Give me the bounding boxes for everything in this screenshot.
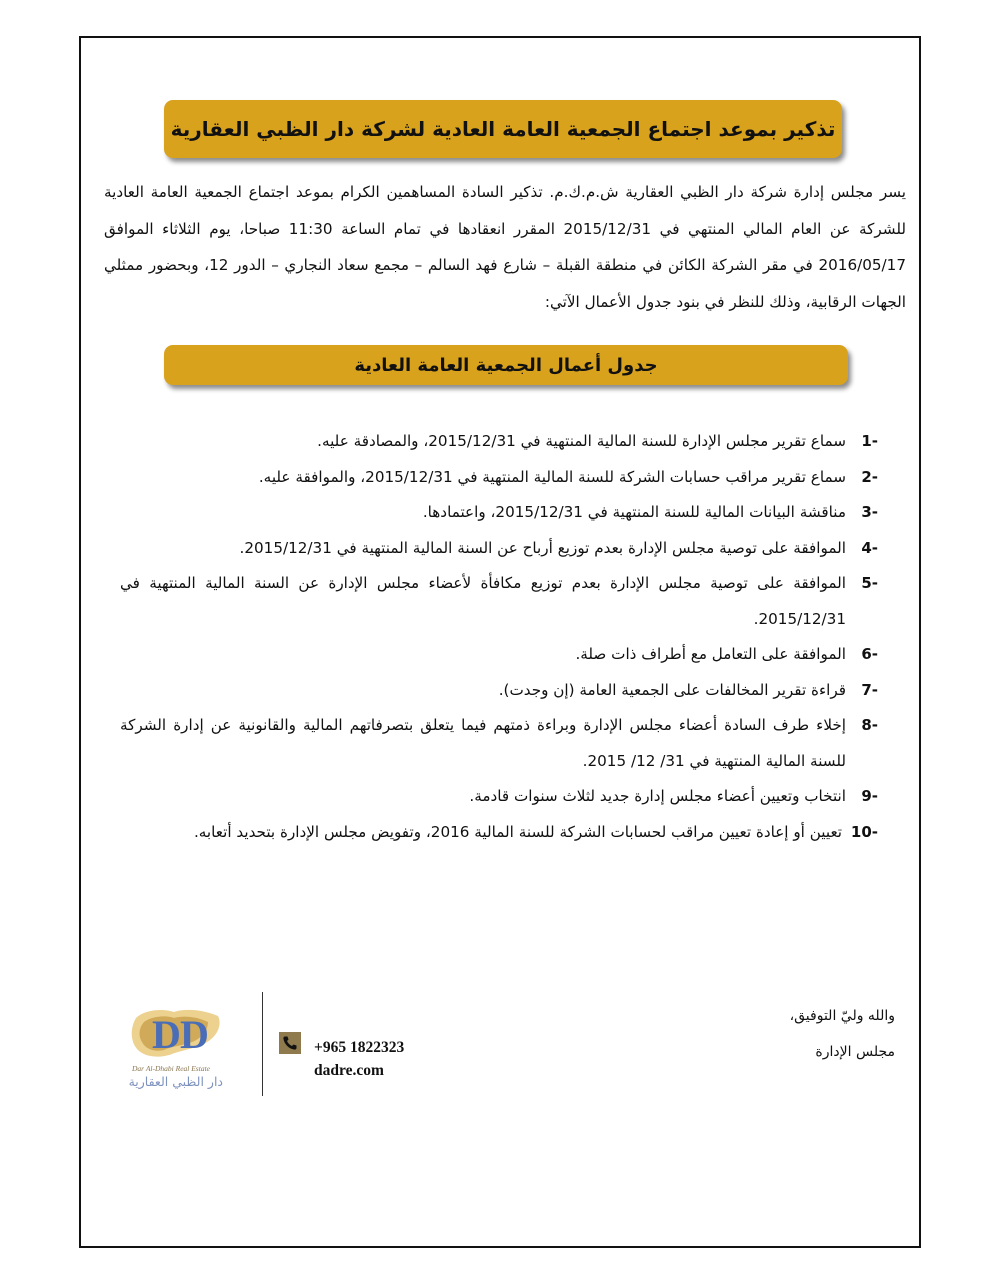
logo-arabic-name: دار الظبي العقارية [128, 1074, 223, 1089]
agenda-item-number: -8 [861, 716, 878, 734]
agenda-item-number: -2 [861, 467, 878, 486]
intro-paragraph: يسر مجلس إدارة شركة دار الظبي العقارية ش.م.ك.م. تذكير السادة المساهمين الكرام بموعد اجتماع الجمعية العامة العادية للشركة عن العام المالي المنتهي في 2015/12/31 المقرر انعقادها في تمام الساعة 11:30 صباحا، يوم الثلاثاء الموافق 2016/05/17 في مقر الشركة الكائن في منطقة القبلة – شارع فهد السالم – مجمع سعاد النجاري – الدور 12، وبحضور ممثلي الجهات الرقابية، وذلك للنظر في بنود جدول الأعمال الآتي: [104, 183, 906, 311]
agenda-item-text: الموافقة على توصية مجلس الإدارة بعدم توزيع أرباح عن السنة المالية المنتهية في 2015/12/31. [239, 538, 846, 557]
agenda-item-number: -7 [861, 680, 878, 699]
agenda-item-number: -4 [861, 538, 878, 557]
agenda-item [120, 495, 878, 531]
logo-english-name: Dar Al-Dhabi Real Estate [132, 1064, 210, 1073]
agenda-item-text: قراءة تقرير المخالفات على الجمعية العامة (إن وجدت). [498, 680, 846, 699]
agenda-item [120, 815, 878, 851]
agenda-item [120, 637, 878, 673]
agenda-title: جدول أعمال الجمعية العامة العادية [164, 345, 848, 385]
agenda-item [120, 779, 878, 815]
agenda-item-text: انتخاب وتعيين أعضاء مجلس إدارة جديد لثلاث سنوات قادمة. [469, 787, 846, 805]
website-link[interactable]: dadre.com [314, 1062, 384, 1079]
agenda-item-number: -10 [850, 822, 878, 841]
contact-block [314, 1036, 404, 1082]
agenda-item-text: إخلاء طرف السادة أعضاء مجلس الإدارة وبراءة ذمتهم فيما يتعلق بتصرفاتهم المالية والقانونية عن إدارة الشركة للسنة المالية المنتهية في 31/ 12/ 2015. [120, 716, 846, 770]
agenda-item [120, 424, 878, 460]
closing-block [790, 998, 895, 1070]
phone-icon [279, 1032, 301, 1054]
agenda-item [120, 566, 878, 637]
closing-signature: مجلس الإدارة [815, 1044, 895, 1060]
agenda-item-text: تعيين أو إعادة تعيين مراقب لحسابات الشركة للسنة المالية 2016، وتفويض مجلس الإدارة بتحديد أتعابه. [193, 822, 842, 841]
phone-number: +965 1822323 [314, 1039, 405, 1056]
agenda-item-text: الموافقة على توصية مجلس الإدارة بعدم توزيع مكافأة لأعضاء مجلس الإدارة عن السنة المالية المنتهية في 2015/12/31. [120, 574, 846, 628]
page-title: تذكير بموعد اجتماع الجمعية العامة العادية لشركة دار الظبي العقارية [164, 100, 842, 158]
agenda-item-text: مناقشة البيانات المالية للسنة المنتهية في 2015/12/31، واعتمادها. [422, 503, 846, 521]
agenda-item [120, 531, 878, 567]
closing-greeting: والله وليّ التوفيق، [789, 1008, 895, 1024]
agenda-item-number: -1 [861, 432, 878, 450]
agenda-item-text: سماع تقرير مجلس الإدارة للسنة المالية المنتهية في 2015/12/31، والمصادقة عليه. [317, 432, 846, 450]
agenda-item [120, 460, 878, 496]
agenda-item-number: -3 [861, 503, 878, 521]
svg-text:D: D [152, 1012, 181, 1057]
agenda-item [120, 673, 878, 709]
agenda-item-number: -9 [861, 787, 878, 805]
agenda-item [120, 708, 878, 779]
svg-text:D: D [180, 1012, 209, 1057]
footer-divider [262, 992, 263, 1096]
phone-icon-glyph [282, 1035, 298, 1051]
agenda-list [120, 424, 878, 850]
agenda-item-text: سماع تقرير مراقب حسابات الشركة للسنة المالية المنتهية في 2015/12/31، والموافقة عليه. [258, 467, 846, 486]
agenda-item-text: الموافقة على التعامل مع أطراف ذات صلة. [575, 645, 846, 663]
agenda-item-number: -6 [861, 645, 878, 663]
agenda-item-number: -5 [861, 574, 878, 592]
